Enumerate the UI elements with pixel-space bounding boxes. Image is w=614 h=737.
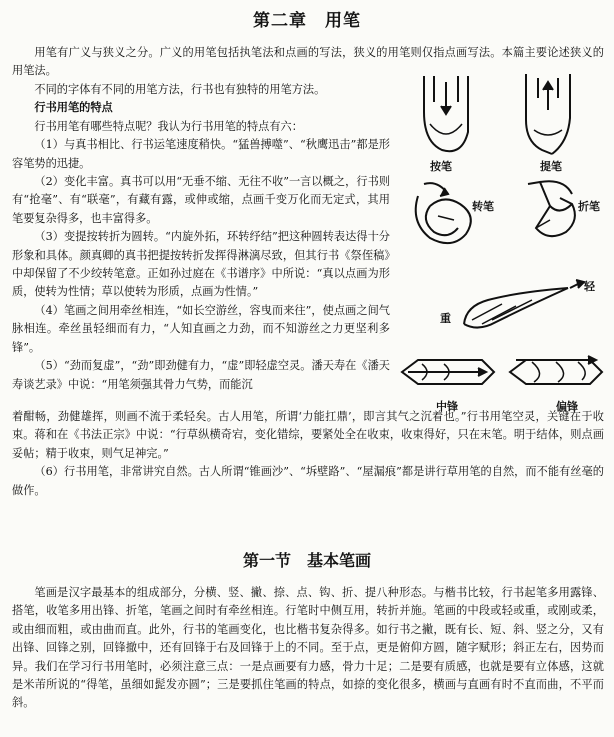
press-brush-illustration [412,72,492,162]
section-title: 第一节 基本笔画 [242,551,371,570]
body-paragraph: 着酣畅，劲健雄挥，则画不流于柔轻矣。古人用笔，所谓‘力能扛鼎’，即言其气之沉着也。”行书用笔空灵，关键在于收束。蒋和在《书法正宗》中说：“行草纵横奇宕，变化错综，要紧处全在收束，收束得好，只在末笔。明于结体，则点画妥帖；精于收束，则气足神完。” [12,410,604,460]
turn-brush-illustration [408,176,482,252]
press-label: 按笔 [430,160,452,173]
lift-label: 提笔 [540,160,562,173]
body-paragraph: （5）“劲而复虚”，“劲”即劲健有力，“虚”即轻虚空灵。潘天寿在《潘天寿谈艺录》中说：“用笔须强其骨力气势，而能沉 [12,359,390,391]
body-paragraph: 行书用笔有哪些特点呢？我认为行书用笔的特点有六： [34,119,303,133]
body-paragraph: （4）笔画之间用牵丝相连，“如长空游丝，容曳而来往”，使点画之间气脉相连。牵丝虽轻细而有力，“人知直画之力劲，而不知游丝之力更坚利多锋”。 [12,303,390,354]
wide-column [12,408,604,500]
light-label: 轻 [584,280,595,293]
body-paragraph: （3）变提按转折为圆转。“内旋外拓，环转纾结”把这种圆转表达得十分形象和具体。颜真卿的真书把提按转折发挥得淋漓尽致，但其行书《祭侄稿》中却保留了不少绞转笔意。正如孙过庭在《书谱序》中所说：“真以点画为形质，使转为性情；草以使转为形质，点画为性情。” [12,230,390,299]
body-paragraph: 笔画是汉字最基本的组成部分，分横、竖、撇、捺、点、钩、折、提八种形态。与楷书比较，行书起笔多用露锋、搭笔，收笔多用出锋、折笔，笔画之间时有牵丝相连。行笔时中侧互用，转折并施。笔画的中段或轻或重，或刚或柔，或由细而粗，或由曲而直。此外，行书的笔画变化，也比楷书复杂得多。如行书之撇，既有长、短、斜、竖之分，又有出锋、回锋之别，回锋撤中，还有回锋于右及回锋于上的不同。至于点，更是俯仰方圆，随字赋形；斜正左右，因势而异。我们在学习行书用笔时，必须注意三点：一是点画要有力感，骨力十足；二是要有质感，也就是要有立体感，这就是米芾所说的“得笔，虽细如髭发亦圆”；三是要抓住笔画的特点，如捺的变化很多，横画与直画有时不直而曲，不平而斜。 [12,586,604,710]
side-tip-illustration [506,352,606,392]
intro-paragraph: 用笔有广义与狭义之分。广义的用笔包括执笔法和点画的写法，狭义的用笔则仅指点画写法。本篇主要论述狭义的用笔法。 [12,46,604,78]
center-tip-label: 中锋 [436,400,458,413]
narrow-column [12,81,390,394]
fold-label: 折笔 [578,200,600,213]
lift-brush-illustration [512,70,592,160]
body-paragraph: （1）与真书相比、行书运笔速度稍快。“猛兽搏噬”、“秋鹰迅击”都是形容笔势的迅捷。 [12,138,390,170]
side-tip-label: 偏锋 [556,400,578,413]
center-tip-illustration [398,352,498,392]
section-body [12,584,604,713]
body-paragraph: （2）变化丰富。真书可以用“无垂不缩、无往不收”一言以概之，行书则有“抢毫”、有“联毫”，有藏有露，或伸或缩，点画千变万化而无定式，其用笔要复杂得多，也丰富得多。 [12,175,390,225]
heavy-label: 重 [440,312,451,325]
turn-label: 转笔 [472,200,494,213]
body-paragraph: （6）行书用笔，非常讲究自然。古人所谓“锥画沙”、“坼壁路”、“屋漏痕”都是讲行草用笔的自然，而不能有丝毫的做作。 [12,465,604,497]
intro-paragraph: 不同的字体有不同的用笔方法，行书也有独特的用笔方法。 [34,83,326,96]
chapter-title: 第二章 用笔 [253,11,361,31]
subheading: 行书用笔的特点 [34,101,113,115]
heavy-light-illustration [458,276,588,338]
